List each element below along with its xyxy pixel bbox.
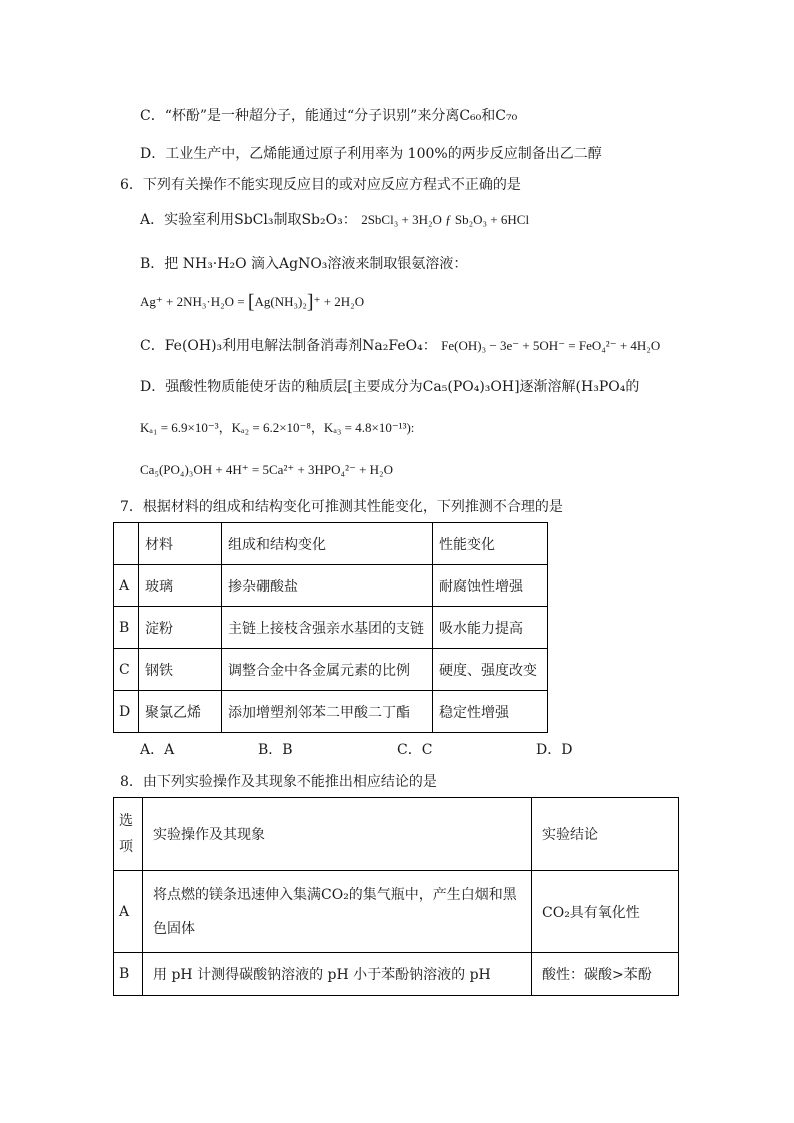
table-header-row bbox=[114, 523, 548, 565]
table-cell: 钢铁 bbox=[139, 649, 222, 691]
table-header-row bbox=[114, 798, 679, 871]
table-cell: 淀粉 bbox=[139, 607, 222, 649]
table-cell: A bbox=[114, 565, 139, 607]
table-row bbox=[114, 565, 548, 607]
q8-table bbox=[113, 797, 679, 996]
table-cell: 酸性：碳酸>苯酚 bbox=[532, 953, 679, 996]
q5-option-d: D．工业生产中，乙烯能通过原子利用率为 100%的两步反应制备出乙二醇 bbox=[140, 146, 602, 162]
table-cell: D bbox=[114, 691, 139, 733]
table-row bbox=[114, 871, 679, 953]
table-cell bbox=[143, 871, 532, 953]
q7-header-cell bbox=[114, 523, 139, 565]
table-cell: CO₂具有氧化性 bbox=[532, 871, 679, 953]
q6-b-eq-complex: Ag(NH₃)₂ bbox=[254, 294, 307, 309]
table-row bbox=[114, 607, 548, 649]
table-cell: 玻璃 bbox=[139, 565, 222, 607]
q8-header-text: 选项 bbox=[119, 813, 133, 855]
q6-a-equation: 2SbCl₃ + 3H₂O ƒ Sb₂O₃ + 6HCl bbox=[361, 212, 530, 227]
table-cell: 掺杂硼酸盐 bbox=[222, 565, 433, 607]
q7-header-cell: 性能变化 bbox=[433, 523, 548, 565]
table-row bbox=[114, 691, 548, 733]
q6-b-eq-right: ⁺ + 2H₂O bbox=[313, 294, 365, 309]
q8-header-cell bbox=[114, 798, 143, 871]
bracket-close: ] bbox=[306, 291, 314, 313]
q6-option-a bbox=[140, 210, 529, 230]
q6-c-equation: Fe(OH)₃ − 3e⁻ + 5OH⁻ = FeO₄²⁻ + 4H₂O bbox=[441, 338, 661, 353]
table-cell: 吸水能力提高 bbox=[433, 607, 548, 649]
q6-b-eq-left: Ag⁺ + 2NH₃·H₂O = bbox=[140, 294, 245, 309]
table-cell: 调整合金中各金属元素的比例 bbox=[222, 649, 433, 691]
table-row bbox=[114, 953, 679, 996]
table-cell: A bbox=[114, 871, 143, 953]
table-cell: 用 pH 计测得碳酸钠溶液的 pH 小于苯酚钠溶液的 pH bbox=[143, 953, 532, 996]
q8-row-a-operation: 将点燃的镁条迅速伸入集满CO₂的集气瓶中，产生白烟和黑色固体 bbox=[153, 886, 517, 937]
q8-header-cell: 实验操作及其现象 bbox=[143, 798, 532, 871]
q6-stem: 6．下列有关操作不能实现反应目的或对应反应方程式不正确的是 bbox=[120, 177, 521, 193]
table-cell: 稳定性增强 bbox=[433, 691, 548, 733]
q7-stem: 7．根据材料的组成和结构变化可推测其性能变化，下列推测不合理的是 bbox=[120, 499, 563, 515]
table-cell: C bbox=[114, 649, 139, 691]
table-cell: 添加增塑剂邻苯二甲酸二丁酯 bbox=[222, 691, 433, 733]
q7-option-b: B．B bbox=[258, 742, 293, 758]
table-cell: B bbox=[114, 953, 143, 996]
q8-stem: 8．由下列实验操作及其现象不能推出相应结论的是 bbox=[120, 774, 437, 790]
q5-option-c: C．“杯酚”是一种超分子，能通过“分子识别”来分离C₆₀和C₇₀ bbox=[140, 108, 518, 124]
q8-header-cell: 实验结论 bbox=[532, 798, 679, 871]
q7-option-a: A．A bbox=[140, 742, 175, 758]
q7-option-d: D．D bbox=[536, 742, 573, 758]
table-row bbox=[114, 649, 548, 691]
table-cell: 聚氯乙烯 bbox=[139, 691, 222, 733]
table-cell: B bbox=[114, 607, 139, 649]
q7-header-cell: 组成和结构变化 bbox=[222, 523, 433, 565]
bracket-open: [ bbox=[247, 291, 255, 313]
table-cell: 耐腐蚀性增强 bbox=[433, 565, 548, 607]
table-cell: 硬度、强度改变 bbox=[433, 649, 548, 691]
q6-option-b: B．把 NH₃·H₂O 滴入AgNO₃溶液来制取银氨溶液： bbox=[140, 256, 468, 272]
q6-option-d: D．强酸性物质能使牙齿的釉质层[主要成分为Ca₅(PO₄)₃OH]逐渐溶解(H₃PO₄的 bbox=[140, 379, 640, 395]
q6-c-text: C．Fe(OH)₃利用电解法制备消毒剂Na₂FeO₄： bbox=[140, 338, 437, 354]
q6-d-constants: Kₐ₁ = 6.9×10⁻³，Kₐ₂ = 6.2×10⁻⁸，Kₐ₃ = 4.8×10⁻¹³): bbox=[140, 420, 415, 435]
q6-b-equation bbox=[140, 292, 364, 312]
q6-option-c bbox=[140, 336, 660, 356]
q7-header-cell: 材料 bbox=[139, 523, 222, 565]
q7-option-c: C．C bbox=[397, 742, 433, 758]
q7-table bbox=[113, 522, 548, 733]
q6-a-text: A．实验室利用SbCl₃制取Sb₂O₃： bbox=[140, 212, 357, 228]
q6-d-equation: Ca₅(PO₄)₃OH + 4H⁺ = 5Ca²⁺ + 3HPO₄²⁻ + H₂O bbox=[140, 462, 393, 477]
table-cell: 主链上接枝含强亲水基团的支链 bbox=[222, 607, 433, 649]
